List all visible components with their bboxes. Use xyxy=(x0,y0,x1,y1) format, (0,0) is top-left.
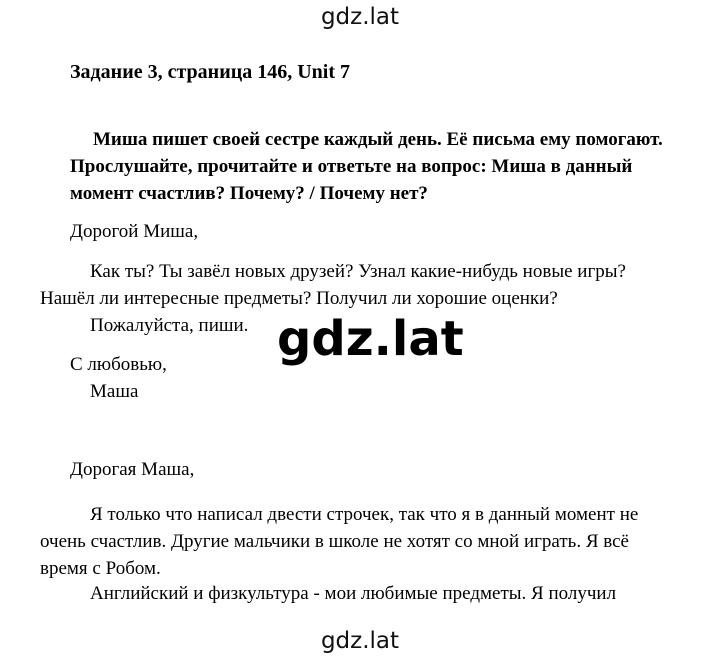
letter-2-greeting: Дорогая Маша, xyxy=(70,459,195,480)
watermark-bottom: gdz.lat xyxy=(320,628,400,654)
letter-2-line-4: Английский и физкультура - мои любимые предметы. Я получил xyxy=(90,583,617,604)
letter-2-line-2: очень счастлив. Другие мальчики в школе не хотят со мной играть. Я всё xyxy=(40,531,629,552)
watermark-center: gdz.lat xyxy=(277,311,464,367)
task-line-1: Миша пишет своей сестре каждый день. Её письма ему помогают. xyxy=(93,129,663,150)
watermark-top: gdz.lat xyxy=(320,4,400,30)
letter-1-line-2: Нашёл ли интересные предметы? Получил ли хорошие оценки? xyxy=(40,288,558,309)
letter-1-signature: Маша xyxy=(90,381,139,402)
letter-1-line-3: Пожалуйста, пиши. xyxy=(90,315,249,336)
letter-1-closing: С любовью, xyxy=(70,354,167,375)
letter-1-line-1: Как ты? Ты завёл новых друзей? Узнал какие-нибудь новые игры? xyxy=(90,261,626,282)
task-line-2: Прослушайте, прочитайте и ответьте на вопрос: Миша в данный xyxy=(70,156,633,177)
letter-1-greeting: Дорогой Миша, xyxy=(70,221,199,242)
letter-2-line-1: Я только что написал двести строчек, так что я в данный момент не xyxy=(90,504,639,525)
page-title: Задание 3, страница 146, Unit 7 xyxy=(70,61,351,83)
task-line-3: момент счастлив? Почему? / Почему нет? xyxy=(70,183,428,204)
letter-2-line-3: время с Робом. xyxy=(40,558,161,579)
